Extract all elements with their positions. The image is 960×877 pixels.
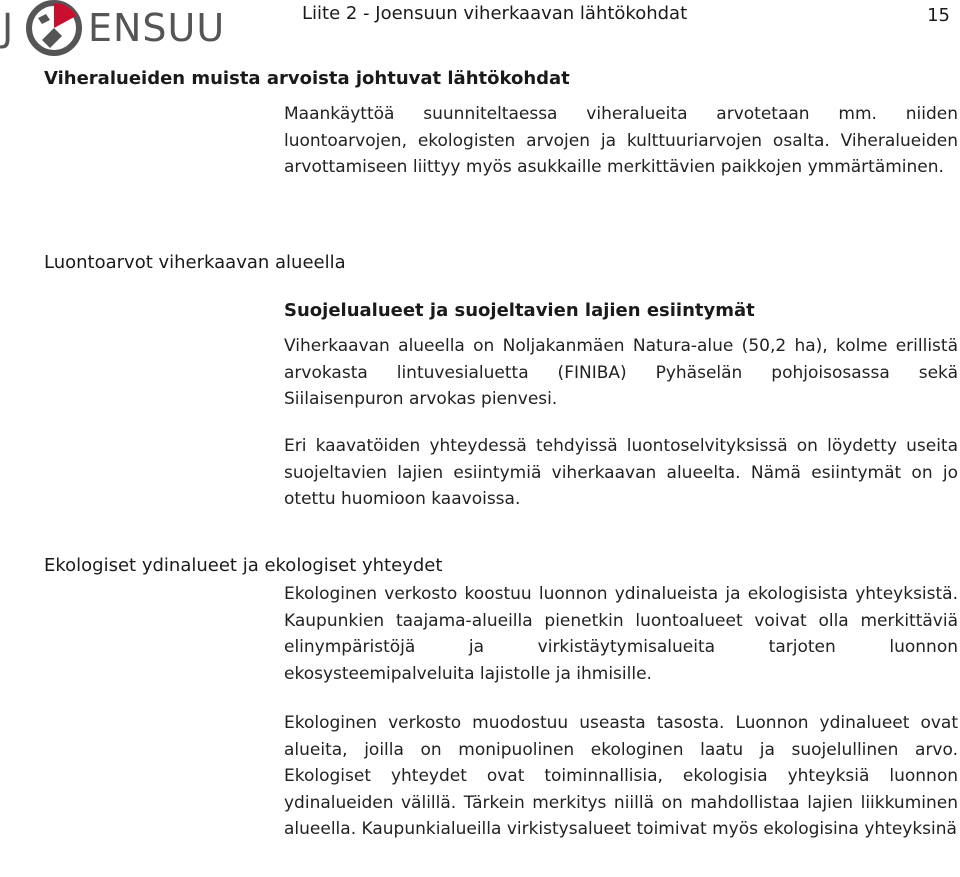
paragraph-luontoarvot-1: Viherkaavan alueella on Noljakanmäen Natura-alue (50,2 ha), kolme erillistä arvokasta lintuvesialuetta (FINIBA) Pyhäselän pohjoisosassa sekä Siilaisenpuron arvokas pienvesi.: [284, 336, 958, 409]
paragraph-ekologiset-1: Ekologinen verkosto koostuu luonnon ydinalueista ja ekologisista yhteyksistä. Kaupunkien taajama-alueilla pienetkin luontoalueet voivat olla merkittäviä elinympäristöjä ja virkistäytymisalueita tarjoten luonnon ekosysteemipalveluita lajistolle ja ihmisille.: [284, 584, 958, 684]
logo-emblem-icon: [24, 0, 84, 56]
section-heading-ekologiset: Ekologiset ydinalueet ja ekologiset yhteydet: [44, 555, 443, 576]
subheading-suojelualueet: Suojelualueet ja suojeltavien lajien esiintymät: [284, 300, 755, 321]
logo-letter-j: J: [2, 6, 14, 50]
section-heading-luontoarvot: Luontoarvot viherkaavan alueella: [44, 252, 346, 273]
page-number: 15: [927, 5, 950, 26]
document-header-title: Liite 2 - Joensuun viherkaavan lähtökohdat: [302, 3, 688, 24]
joensuu-logo: [2, 0, 234, 56]
paragraph-main: Maankäyttöä suunniteltaessa viheralueita arvotetaan mm. niiden luontoarvojen, ekologisten arvojen ja kulttuuriarvojen osalta. Viheralueiden arvottamiseen liittyy myös asukkaille merkittävien paikkojen ymmärtäminen.: [284, 104, 958, 177]
section-heading-main: Viheralueiden muista arvoista johtuvat lähtökohdat: [44, 68, 570, 89]
paragraph-luontoarvot-2: Eri kaavatöiden yhteydessä tehdyissä luontoselvityksissä on löydetty useita suojeltavien lajien esiintymiä viherkaavan alueelta. Nämä esiintymät on jo otettu huomioon kaavoissa.: [284, 436, 958, 509]
logo-text: ENSUU: [88, 6, 226, 50]
paragraph-ekologiset-2: Ekologinen verkosto muodostuu useasta tasosta. Luonnon ydinalueet ovat alueita, joilla on monipuolinen ekologinen laatu ja suojelullinen arvo. Ekologiset yhteydet ovat toiminnallisia, ekologisia yhteyksiä luonnon ydinalueiden välillä. Tärkein merkitys niillä on mahdollistaa lajien liikkuminen alueella. Kaupunkialueilla virkistysalueet toimivat myös ekologisina yhteyksinä: [284, 713, 958, 839]
